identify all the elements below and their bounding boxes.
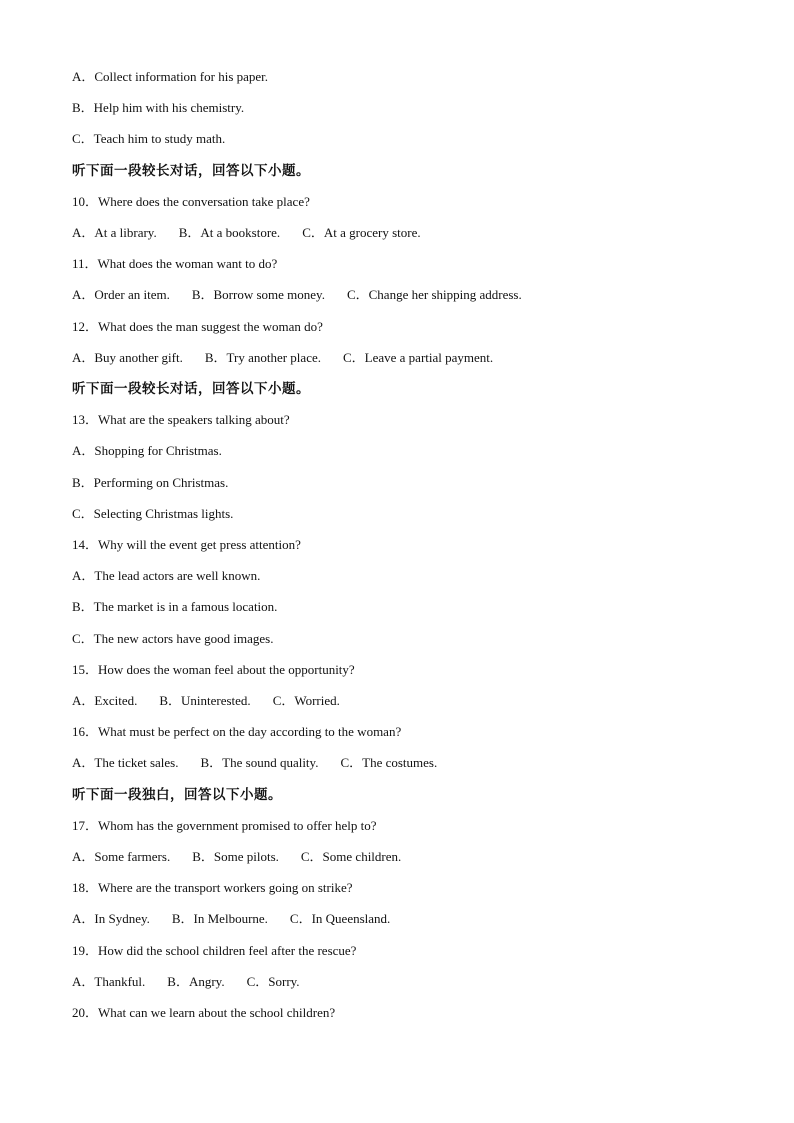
answer-option: A．Some farmers. (72, 849, 171, 864)
section-heading: 听下面一段较长对话，回答以下小题。 (72, 381, 310, 396)
text-line: 19．How did the school children feel after the rescue? (72, 942, 357, 958)
answer-option: C．At a grocery store. (302, 225, 421, 240)
text-line: 11．What does the woman want to do? (72, 256, 278, 272)
answer-option: C．Sorry. (246, 973, 300, 989)
text-line: 10．Where does the conversation take place? (72, 193, 310, 209)
text-line: C．Selecting Christmas lights. (72, 505, 234, 521)
text-line: 16．What must be perfect on the day according to the woman? (72, 724, 402, 740)
answer-option: B．The sound quality. (200, 755, 319, 771)
answer-options-row (72, 693, 754, 709)
answer-option: B．Borrow some money. (191, 287, 325, 303)
text-line: A．Shopping for Christmas. (72, 443, 222, 459)
answer-option: A．At a library. (72, 225, 157, 240)
answer-options-row (72, 911, 754, 927)
text-line: C．The new actors have good images. (72, 630, 274, 646)
answer-options-row (72, 974, 754, 990)
answer-option: B．In Melbourne. (171, 911, 268, 927)
answer-option: A．In Sydney. (72, 911, 150, 927)
answer-option: C．Change her shipping address. (346, 287, 522, 303)
answer-option: C．The costumes. (340, 755, 438, 771)
text-line: A．Collect information for his paper. (72, 69, 269, 84)
text-line: 18．Where are the transport workers going on strike? (72, 880, 353, 896)
section-heading: 听下面一段独白，回答以下小题。 (72, 786, 282, 802)
answer-options-row (72, 287, 754, 303)
answer-option: B．Some pilots. (192, 849, 279, 864)
text-line: 15．How does the woman feel about the opportunity? (72, 661, 355, 677)
text-line: A．The lead actors are well known. (72, 568, 261, 584)
answer-option: B．Try another place. (204, 349, 321, 365)
answer-option: B．Uninterested. (159, 693, 251, 708)
answer-options-row (72, 849, 754, 865)
answer-option: B．At a bookstore. (178, 225, 281, 240)
answer-options-row (72, 225, 754, 241)
answer-option: B．Angry. (167, 973, 225, 989)
answer-option: A．Buy another gift. (72, 349, 183, 365)
answer-option: A．The ticket sales. (72, 755, 179, 771)
answer-options-row (72, 755, 754, 771)
text-line: 20．What can we learn about the school children? (72, 1005, 336, 1020)
text-line: 17．Whom has the government promised to offer help to? (72, 817, 377, 833)
answer-option: C．Leave a partial payment. (342, 349, 494, 365)
text-line: C．Teach him to study math. (72, 131, 226, 147)
answer-option: C．Worried. (272, 693, 340, 708)
answer-option: A．Excited. (72, 693, 138, 708)
text-line: B．Performing on Christmas. (72, 474, 229, 490)
answer-option: C．Some children. (300, 849, 402, 864)
text-line: 14．Why will the event get press attention? (72, 537, 301, 552)
answer-option: A．Thankful. (72, 973, 146, 989)
answer-option: C．In Queensland. (289, 911, 391, 927)
text-line: 13．What are the speakers talking about? (72, 412, 290, 428)
text-line: B．The market is in a famous location. (72, 599, 278, 615)
text-line: 12．What does the man suggest the woman do? (72, 318, 323, 334)
answer-options-row (72, 350, 754, 366)
section-heading: 听下面一段较长对话，回答以下小题。 (72, 162, 310, 178)
text-line: B．Help him with his chemistry. (72, 100, 245, 116)
answer-option: A．Order an item. (72, 287, 170, 303)
